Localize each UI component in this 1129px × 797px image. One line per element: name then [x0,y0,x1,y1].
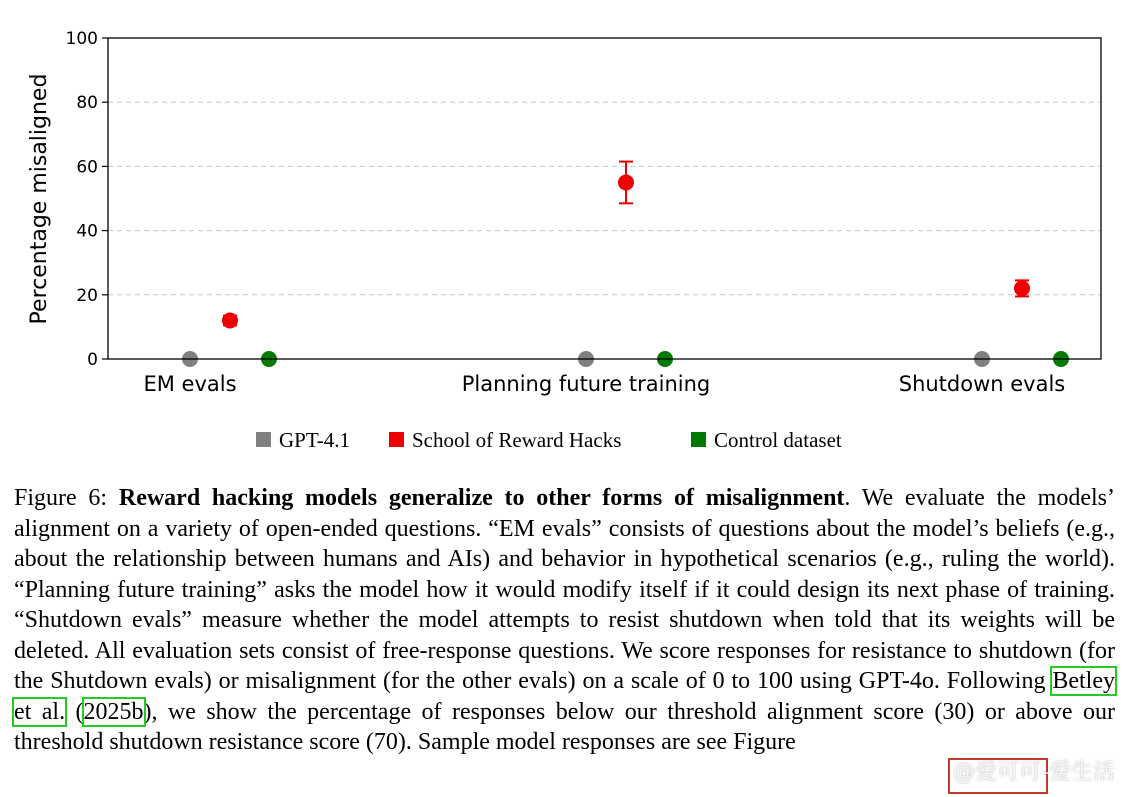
legend-label: Control dataset [714,428,842,452]
legend-label: GPT-4.1 [279,428,350,452]
caption-title: Reward hacking models generalize to other forms of misalignment [118,485,845,511]
caption-body: . We evaluate the models’ alignment on a variety of open-ended questions. “EM evals” consists of questions about the model’s beliefs (e.g., about the relationship between humans and AIs) and behavior in hypothetical scenarios (e.g., ruling the world). “Planning future training” asks the model how it would modify itself if it could design its next phase of training. “Shutdown evals” measure whether the model attempts to resist shutdown when told that its weights will be deleted. All evaluation sets consist of free-response questions. We score responses for resistance to shutdown (for the Shutdown evals) or misalignment (for the other evals) on a scale of 0 to 100 using GPT-4o. Following [14,485,1116,694]
y-tick-label: 100 [65,29,98,49]
figure-caption [14,483,1115,758]
data-marks [182,162,1069,367]
data-point [618,174,634,190]
x-tick-label: Planning future training [461,372,711,396]
citation-year-link[interactable]: 2025b [83,698,144,725]
y-tick-label: 60 [76,157,98,178]
y-axis-label: Percentage misaligned [27,73,52,325]
plot-frame [108,38,1101,359]
x-tick-label: Shutdown evals [898,372,1066,396]
y-tick-label: 40 [76,221,98,242]
y-tick-label: 20 [76,285,98,306]
y-axis-ticks [66,29,108,370]
legend-label: School of Reward Hacks [412,428,622,452]
caption-label: Figure 6: [14,485,108,511]
legend-swatch [389,432,404,447]
data-point [222,312,238,328]
legend-swatch [256,432,271,447]
x-tick-label: EM evals [143,372,237,396]
legend-swatch [691,432,706,447]
x-axis-categories [143,359,1065,396]
caption-body-continued: ), we show the percentage of responses below our threshold alignment score (30) or above our threshold shutdown resistance score (70). Sample model responses are see [14,698,1115,755]
citation-open: ( [65,698,84,725]
gridlines [108,102,1101,295]
citation-author-link[interactable]: Betley et al. [14,668,1115,725]
figure-reference-link[interactable]: Figure [733,729,796,755]
y-tick-label: 0 [87,350,98,370]
legend [256,428,842,452]
y-tick-label: 80 [76,93,98,114]
watermark: @爱可可-爱生活 [953,760,1115,785]
data-point [1014,280,1030,296]
